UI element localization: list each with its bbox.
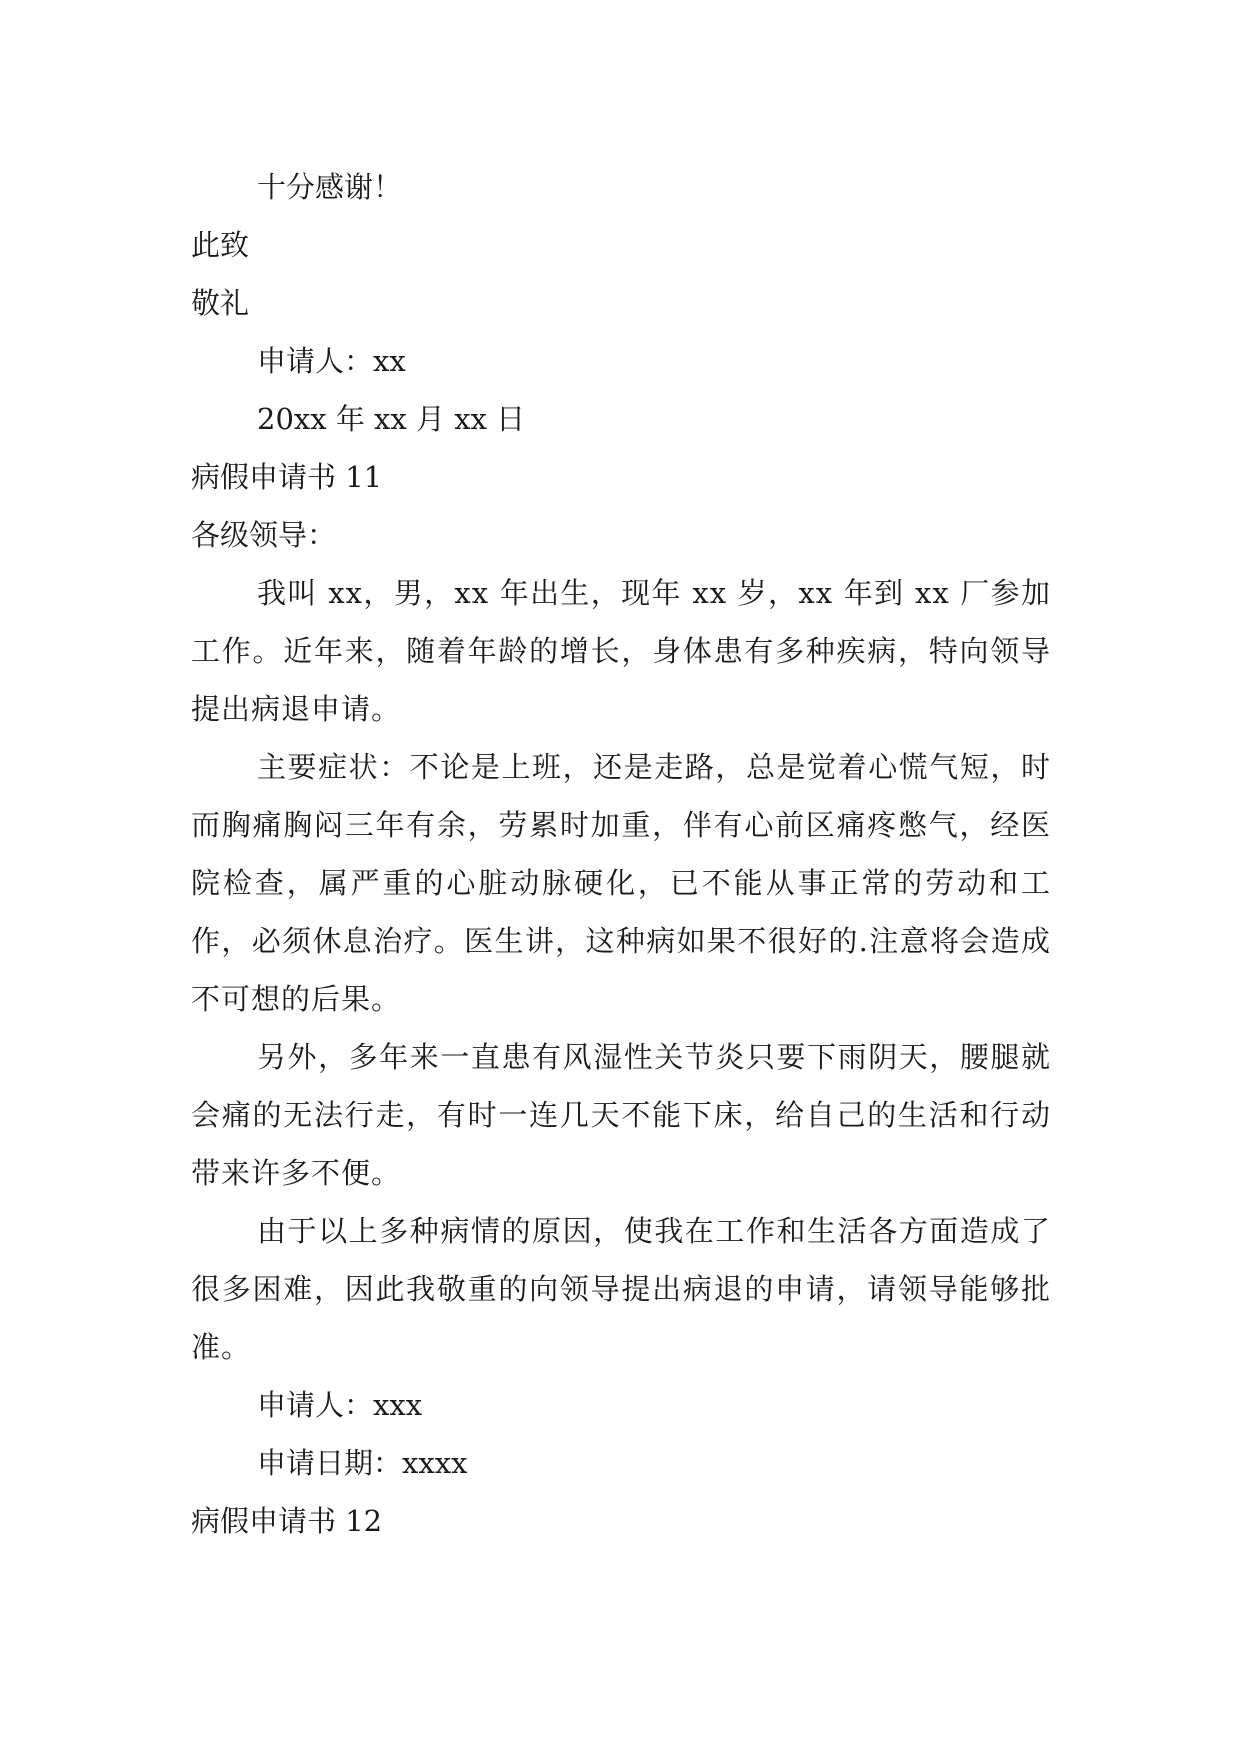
body-paragraph-3: 另外，多年来一直患有风湿性关节炎只要下雨阴天，腰腿就会痛的无法行走，有时一连几天不能下床，给自己的生活和行动带来许多不便。 (191, 1040, 1051, 1190)
salutation: 各级领导： (191, 518, 337, 552)
body-paragraph-2: 主要症状：不论是上班，还是走路，总是觉着心慌气短，时而胸痛胸闷三年有余，劳累时加重，伴有心前区痛疼憋气，经医院检查，属严重的心脏动脉硬化，已不能从事正常的劳动和工作，必须休息治疗。医生讲，这种病如果不很好的.注意将会造成不可想的后果。 (191, 750, 1051, 1016)
section-heading-11: 病假申请书 11 (191, 460, 383, 494)
date-line: 20xx 年 xx 月 xx 日 (257, 402, 526, 436)
body-paragraph-1: 我叫 xx，男，xx 年出生，现年 xx 岁，xx 年到 xx 厂参加工作。近年来，随着年龄的增长，身体患有多种疾病，特向领导提出病退申请。 (191, 576, 1051, 726)
applicant-line: 申请人：xx (257, 344, 406, 378)
applicant-line-11: 申请人：xxx (257, 1388, 423, 1422)
closing-line-2: 敬礼 (191, 286, 250, 320)
document-content (191, 158, 1051, 1550)
date-line-11: 申请日期：xxxx (257, 1446, 468, 1480)
section-heading-12: 病假申请书 12 (191, 1504, 383, 1538)
body-paragraph-4: 由于以上多种病情的原因，使我在工作和生活各方面造成了很多困难，因此我敬重的向领导提出病退的申请，请领导能够批准。 (191, 1214, 1051, 1364)
thanks-line: 十分感谢！ (257, 170, 403, 204)
closing-line-1: 此致 (191, 228, 250, 262)
